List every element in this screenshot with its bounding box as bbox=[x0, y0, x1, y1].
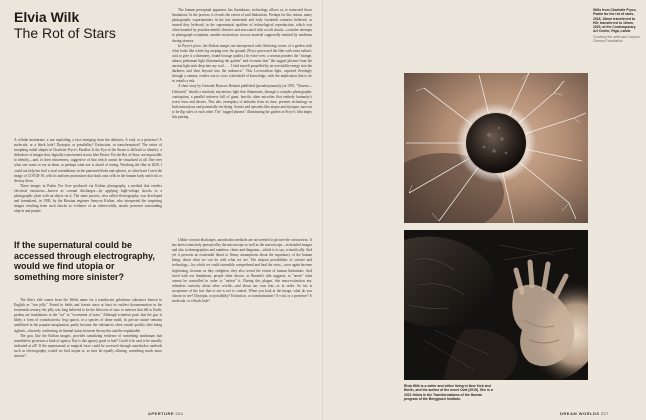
title-block bbox=[14, 10, 164, 41]
magazine-name: APERTURE bbox=[148, 411, 175, 416]
paragraph: The human perceptual apparatus has limitations; technology allows us to transcend those limitations. In the process, it reveals the extent of said limitations. Perhaps for this reason, many photographic experimenters in the late nineteenth and early twentieth centuries believed, or trusted they believed, in the supernatural qualities of technological reproduction, which was often haunted by pseudoscientific theories and associated with occult rituals—consider attempts to photograph ectoplasm, another mysterious viscous material supposedly emitted by mediums during séances. bbox=[172, 8, 312, 43]
article-title: The Rot of Stars bbox=[14, 25, 116, 41]
kirlian-sphere-image bbox=[404, 73, 588, 223]
body-column-left-top bbox=[14, 138, 162, 214]
folio-left bbox=[148, 411, 183, 416]
author-name: Elvia Wilk bbox=[14, 9, 80, 25]
paragraph: A cellular membrane, a star exploding, a face emerging from the darkness. A void, or a presence? A molecule, or a black hole? Dystopia, or possibility? Extinction, or transformation? The series of morphing radial shapes in Charlotte Pryce's Parallax Is the Eye of the Storm is difficult to identify: a slideshow of images that, digitally transformed across film Pavlov Yes the Rot of Stars, are impossible to identify—and, in their elusiveness, suggestive of that which cannot be visualized at all. One sees what one wants to see in them, or perhaps what one is afraid of seeing. Watching the film in 2020, I could not help but find a viral resemblance in the patterned blobs and spheres, so often have I seen the image of COVID-19, with its uniform protrusions that hook onto cells in the human body and trick or destroy them. bbox=[14, 138, 162, 183]
section-name: DREAM WORLDS bbox=[560, 411, 600, 416]
rock-hand-photo bbox=[404, 230, 588, 380]
spine-gutter bbox=[322, 0, 324, 420]
paragraph: These images in Psalm For Acre produced via Kirlian photography, a method that renders electrical emissions—known as coronal discharges—by applying high-voltage shocks to a photographic plate with an object on it. The same process, also called electrography, was developed and formalized, in 1939, by the Russian engineer Semyon Kirlian, who interpreted the surprising images resulting from such shocks as evidence of an otherworldly, auratic presence surrounding objects and people. bbox=[14, 183, 162, 214]
body-column-right-bottom bbox=[172, 238, 312, 304]
paragraph: A short story by Gertrude Barrows Bennett published (pseudonymously) in 1919, "Unseen—Unfeared," details a similarly mysterious light that illuminates, through a complex photographic contraption, a parallel universe full of giant, horrific alien microbes that embody humanity's worst fears and desires. This tale, exemplary of attitudes from its time, presents technology as both miraculous and potentially terrifying. Scenes and episodes like utopia and dystopia, turn out to be flip sides of each other. The "rugged phorms" illuminating the garden in Pryce's film imply this pairing. bbox=[172, 84, 312, 119]
pull-quote: If the supernatural could be accessed through electrography, would we find utopia or something more sinister? bbox=[14, 240, 155, 282]
paragraph: In Pryce's piece, the Kirlian images are interspersed with flickering scenes of a garden with what looks like white fog seeping over the ground. (Pryce processed the film with extra sulfuric acid to give it a shimmery, found-footage quality.) In voice-over, a woman ponders the "strange, almost prehuman light illuminating the garden" and recounts that "the rugged phorms from the ancient light sink deep into my soul. . . . I find myself propelled by an irresistible energy into the darkness and then beyond into the unknown." This Lovecraftian light, captured fleetingly through a camera, evokes one to cross a threshold of knowledge, with the implication that to do so entails a risk. bbox=[172, 43, 312, 84]
paragraph: The goo, like the Kirlian images, provides tantalizing evidence of something nonhuman that nonetheless possesses a kind of agency. But is this agency good or bad? Could it be said to be morally indicated at all? If the supernatural or magical force could be accessed through unorthodox methods such as electrography, would we find utopia or, as may be equally alluring, something much more sinister? bbox=[14, 333, 162, 359]
caption-credit: Courtesy the artist and Canyon Cinema Foundation bbox=[593, 34, 640, 44]
page-number-left: 224 bbox=[175, 411, 184, 416]
page-number-right: 227 bbox=[600, 411, 609, 416]
rock-hand-image bbox=[404, 230, 588, 380]
body-column-right-top bbox=[172, 8, 312, 120]
folio-right bbox=[560, 411, 609, 416]
body-column-left-bottom bbox=[14, 298, 162, 359]
caption-text: Stills from Charlotte Pryce, Psalm for the rot of stars, 2018, 16mm transferred to HD; transferred to 16mm, 2020, at the Contemporary Art Center, Riga, Latvia bbox=[593, 8, 637, 34]
kirlian-sphere-photo bbox=[404, 73, 588, 223]
paragraph: Unlike coronal discharges, unorthodox methods are not needed to picture the coronavirus. It has been extensively portrayed by the microscope as well as the macroscope—in detailed images and also in demographics and numbers, charts and diagrams—which is to say, scientifically. And yet it presents an existential threat to flimsy assumptions about the supremacy of the human being: about what we can do with what we see. The utopian possibilities of science and technology—by which we could ostensibly comprehend and heal the virus—once again become frightening, because as they enlighten, they also reveal the extent of human limitations. And faced with our limitations, people often choose, as Bennett's title suggests, to "unsee" what cannot be controlled in order to "unfear" it. During this plague, this mass-extinction era, relentless curiosity about other worlds—and about our own fear—is in order. So too is acceptance of the fact that to see is not to control. When you look at the image, what do you choose to see? Dystopia, or possibility? Extinction, or transformation? A void, or a presence? A molecule, or a black hole? bbox=[172, 238, 312, 304]
photo-caption-top bbox=[593, 8, 641, 43]
paragraph: The film's title comes from the Welsh name for a translucent gelatinous substance known in English as "star jelly." Found in fields and forests since at least its earliest documentation in the fourteenth century, the jelly was long believed to be the leftovers of stars or meteors that fell to Earth; psalms are translations to the "rot" or "excrement of stars." Although scientists posit that the goo is likely a form of cyanobacteria, frog spawn, or a species of slime mold, its precise nature remains undefined in the popular imagination, partly because the substances often vanish quickly after being sighted—elusively confirming its liminal status between the mythic and the explainable. bbox=[14, 298, 162, 333]
author-bio-caption: Elvia Wilk is a writer and editor living in New York and Berlin, and the author of the novel Oval (2019). She is a 2021 fellow in the Transformations of the Human program of the Berggruen Institute. bbox=[404, 384, 493, 401]
